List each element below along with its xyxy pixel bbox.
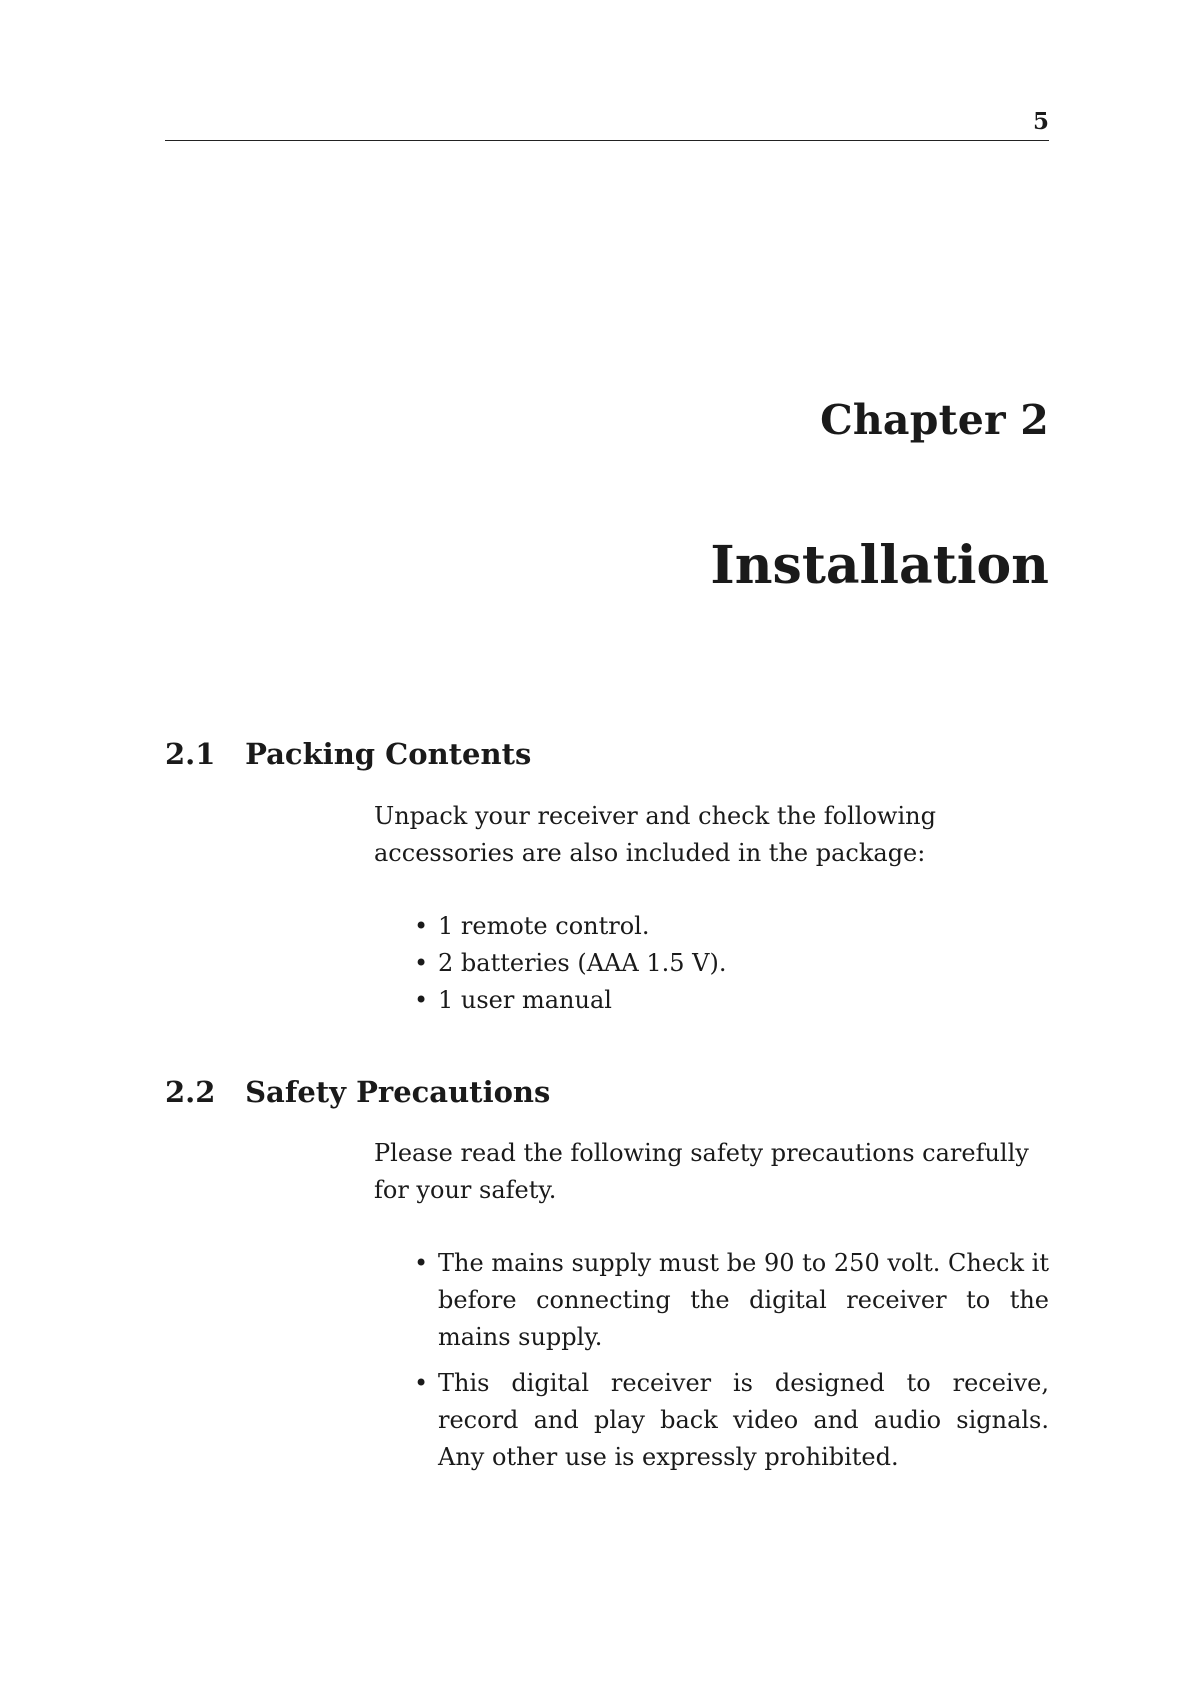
bullet-icon: • [414, 912, 429, 940]
page-number: 5 [1032, 108, 1049, 135]
packing-contents-list [414, 908, 1049, 1019]
list-item-text: 1 user manual [438, 986, 612, 1014]
section-heading-packing-contents [165, 736, 531, 772]
list-item-text: 2 batteries (AAA 1.5 V). [438, 949, 727, 977]
bullet-icon: • [414, 986, 429, 1014]
list-item [414, 1245, 1049, 1356]
section-heading-safety-precautions [165, 1074, 550, 1110]
section-number: 2.1 [165, 737, 216, 771]
section-title: Packing Contents [245, 737, 532, 771]
list-item-text: 1 remote control. [438, 912, 650, 940]
section-number: 2.2 [165, 1075, 216, 1109]
chapter-label: Chapter 2 [820, 396, 1049, 444]
bullet-icon: • [414, 1249, 429, 1277]
list-item-text: The mains supply must be 90 to 250 volt. Check it before connecting the digital receiver to the mains supply. [438, 1249, 1049, 1351]
safety-precautions-intro: Please read the following safety precautions carefully for your safety. [374, 1139, 1029, 1204]
list-item-text: This digital receiver is designed to receive, record and play back video and audio signals. Any other use is expressly prohibited. [438, 1369, 1049, 1471]
packing-contents-intro: Unpack your receiver and check the following accessories are also included in the package: [374, 802, 936, 867]
bullet-icon: • [414, 949, 429, 977]
bullet-icon: • [414, 1369, 429, 1397]
header-rule [165, 140, 1049, 141]
chapter-title: Installation [710, 535, 1049, 596]
section-title: Safety Precautions [245, 1075, 551, 1109]
list-item [414, 1365, 1049, 1476]
safety-precautions-list [414, 1245, 1049, 1485]
list-item [414, 908, 1049, 945]
list-item [414, 982, 1049, 1019]
list-item [414, 945, 1049, 982]
